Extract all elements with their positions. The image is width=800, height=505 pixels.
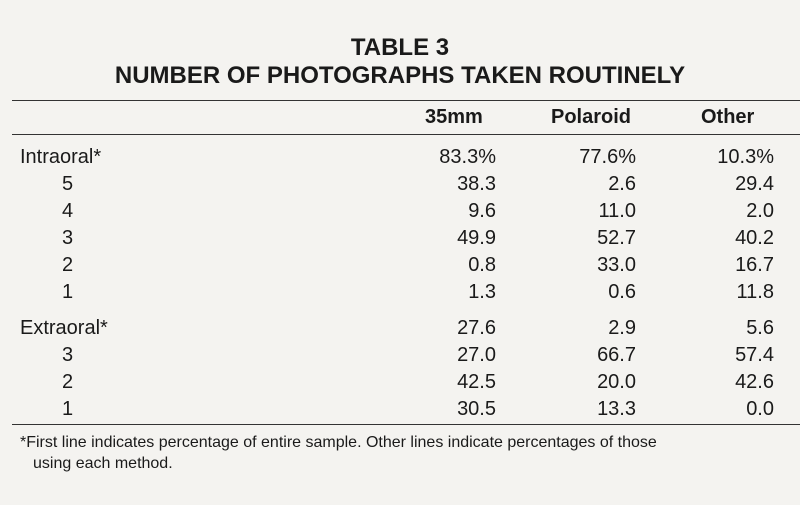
row-label: 1 <box>62 281 74 303</box>
cell-other: 40.2 <box>735 227 774 249</box>
row-label: 2 <box>62 371 74 393</box>
cell-other: 29.4 <box>735 173 774 195</box>
cell-35mm: 27.6 <box>457 317 496 339</box>
cell-other: 10.3% <box>717 146 774 168</box>
column-header-other: Other <box>701 106 755 128</box>
cell-35mm: 30.5 <box>457 398 496 420</box>
cell-polaroid: 33.0 <box>597 254 636 276</box>
cell-35mm: 83.3% <box>439 146 496 168</box>
column-header-35mm: 35mm <box>425 106 483 128</box>
cell-35mm: 9.6 <box>468 200 496 222</box>
cell-polaroid: 11.0 <box>598 200 636 222</box>
column-header-polaroid: Polaroid <box>551 106 632 128</box>
bottom-rule <box>12 424 800 425</box>
cell-other: 5.6 <box>746 317 774 339</box>
row-label: 3 <box>62 227 74 249</box>
cell-polaroid: 2.6 <box>608 173 636 195</box>
cell-polaroid: 77.6% <box>579 146 636 168</box>
footnote <box>20 432 780 474</box>
cell-35mm: 42.5 <box>457 371 496 393</box>
row-label: 4 <box>62 200 74 222</box>
row-label: 2 <box>62 254 74 276</box>
cell-35mm: 49.9 <box>457 227 496 249</box>
footnote-line: using each method. <box>33 455 173 472</box>
cell-other: 11.8 <box>736 281 774 303</box>
row-label: 1 <box>62 398 74 420</box>
cell-polaroid: 66.7 <box>597 344 636 366</box>
cell-polaroid: 52.7 <box>597 227 636 249</box>
footnote-line: *First line indicates percentage of entire sample. Other lines indicate percentages of those <box>20 434 657 451</box>
cell-35mm: 0.8 <box>468 254 496 276</box>
table-subtitle: NUMBER OF PHOTOGRAPHS TAKEN ROUTINELY <box>114 62 686 89</box>
cell-polaroid: 2.9 <box>608 317 636 339</box>
top-rule <box>12 100 800 101</box>
row-label: 3 <box>62 344 74 366</box>
cell-polaroid: 20.0 <box>597 371 636 393</box>
cell-other: 0.0 <box>746 398 774 420</box>
cell-other: 42.6 <box>735 371 774 393</box>
row-label: 5 <box>62 173 74 195</box>
cell-polaroid: 0.6 <box>608 281 636 303</box>
cell-other: 2.0 <box>746 200 774 222</box>
table-title: TABLE 3 <box>350 34 450 61</box>
row-label: Intraoral* <box>20 146 102 168</box>
cell-polaroid: 13.3 <box>597 398 636 420</box>
cell-35mm: 27.0 <box>457 344 496 366</box>
cell-35mm: 38.3 <box>457 173 496 195</box>
row-label: Extraoral* <box>20 317 108 339</box>
cell-other: 57.4 <box>735 344 774 366</box>
header-rule <box>12 134 800 135</box>
cell-35mm: 1.3 <box>468 281 496 303</box>
cell-other: 16.7 <box>735 254 774 276</box>
